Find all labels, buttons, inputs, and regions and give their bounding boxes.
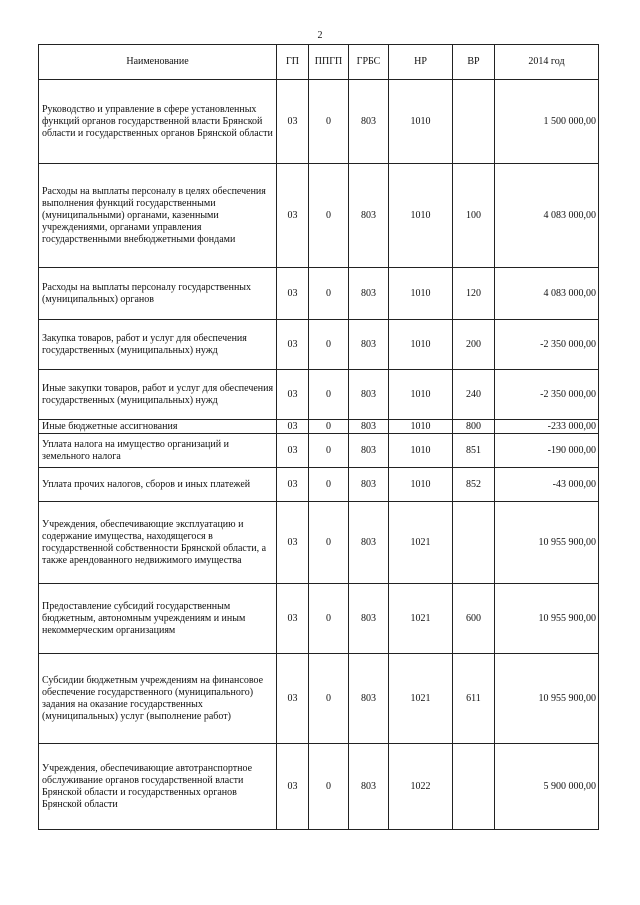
row-ppgp: 0: [309, 468, 349, 502]
row-vr: 851: [453, 434, 495, 468]
header-grbs: ГРБС: [349, 45, 389, 80]
row-amount: 10 955 900,00: [495, 584, 599, 654]
row-name: Субсидии бюджетным учреждениям на финансовое обеспечение государственного (муниципального) задания на оказание государственных (муниципальных) услуг (выполнение работ): [39, 654, 277, 744]
row-vr: [453, 80, 495, 164]
row-ppgp: 0: [309, 370, 349, 420]
row-nr: 1010: [389, 370, 453, 420]
row-nr: 1010: [389, 164, 453, 268]
row-gp: 03: [277, 80, 309, 164]
page-number: 2: [317, 30, 323, 41]
row-name: Уплата прочих налогов, сборов и иных платежей: [39, 468, 277, 502]
row-amount: -190 000,00: [495, 434, 599, 468]
row-ppgp: 0: [309, 268, 349, 320]
header-nr: НР: [389, 45, 453, 80]
row-gp: 03: [277, 744, 309, 830]
row-vr: 852: [453, 468, 495, 502]
row-grbs: 803: [349, 654, 389, 744]
row-amount: -2 350 000,00: [495, 370, 599, 420]
row-grbs: 803: [349, 744, 389, 830]
table-row: [39, 268, 599, 320]
header-name: Наименование: [39, 45, 277, 80]
row-name: Расходы на выплаты персоналу в целях обеспечения выполнения функций государственными (муниципальными) органами, казенными учреждениями, органами управления государственными внебюджетными фондами: [39, 164, 277, 268]
row-amount: 1 500 000,00: [495, 80, 599, 164]
row-amount: 4 083 000,00: [495, 268, 599, 320]
row-vr: 100: [453, 164, 495, 268]
row-nr: 1022: [389, 744, 453, 830]
row-nr: 1021: [389, 502, 453, 584]
row-gp: 03: [277, 370, 309, 420]
row-name: Закупка товаров, работ и услуг для обеспечения государственных (муниципальных) нужд: [39, 320, 277, 370]
table-row: [39, 468, 599, 502]
row-ppgp: 0: [309, 420, 349, 434]
row-name: Учреждения, обеспечивающие автотранспортное обслуживание органов государственной власти Брянской области и государственных органов Брянской области: [39, 744, 277, 830]
row-ppgp: 0: [309, 744, 349, 830]
table-row: [39, 502, 599, 584]
row-gp: 03: [277, 434, 309, 468]
row-amount: 5 900 000,00: [495, 744, 599, 830]
row-vr: 200: [453, 320, 495, 370]
row-grbs: 803: [349, 584, 389, 654]
row-name: Руководство и управление в сфере установленных функций органов государственной власти Брянской области и государственных органов Брянской области: [39, 80, 277, 164]
row-nr: 1010: [389, 268, 453, 320]
row-nr: 1021: [389, 654, 453, 744]
row-nr: 1010: [389, 468, 453, 502]
table-row: [39, 370, 599, 420]
table-row: [39, 80, 599, 164]
table-row: [39, 420, 599, 434]
row-name: Уплата налога на имущество организаций и земельного налога: [39, 434, 277, 468]
row-ppgp: 0: [309, 502, 349, 584]
row-grbs: 803: [349, 420, 389, 434]
table-row: [39, 654, 599, 744]
row-name: Иные бюджетные ассигнования: [39, 420, 277, 434]
row-gp: 03: [277, 654, 309, 744]
row-grbs: 803: [349, 320, 389, 370]
table-row: [39, 744, 599, 830]
row-gp: 03: [277, 502, 309, 584]
row-ppgp: 0: [309, 320, 349, 370]
row-nr: 1010: [389, 320, 453, 370]
table-row: [39, 434, 599, 468]
row-name: Иные закупки товаров, работ и услуг для обеспечения государственных (муниципальных) нужд: [39, 370, 277, 420]
row-grbs: 803: [349, 468, 389, 502]
row-amount: -2 350 000,00: [495, 320, 599, 370]
row-gp: 03: [277, 584, 309, 654]
row-gp: 03: [277, 268, 309, 320]
row-grbs: 803: [349, 370, 389, 420]
row-amount: 10 955 900,00: [495, 654, 599, 744]
row-vr: 800: [453, 420, 495, 434]
row-vr: 120: [453, 268, 495, 320]
row-ppgp: 0: [309, 434, 349, 468]
table-row: [39, 320, 599, 370]
table-header-row: [39, 45, 599, 80]
row-vr: 611: [453, 654, 495, 744]
row-amount: -43 000,00: [495, 468, 599, 502]
row-grbs: 803: [349, 268, 389, 320]
row-amount: 10 955 900,00: [495, 502, 599, 584]
table-body: [39, 80, 599, 830]
row-nr: 1010: [389, 434, 453, 468]
row-vr: 240: [453, 370, 495, 420]
header-vr: ВР: [453, 45, 495, 80]
row-ppgp: 0: [309, 164, 349, 268]
header-gp: ГП: [277, 45, 309, 80]
table-row: [39, 584, 599, 654]
header-amount: 2014 год: [495, 45, 599, 80]
row-ppgp: 0: [309, 654, 349, 744]
row-gp: 03: [277, 468, 309, 502]
row-name: Предоставление субсидий государственным бюджетным, автономным учреждениям и иным некоммерческим организациям: [39, 584, 277, 654]
row-name: Расходы на выплаты персоналу государственных (муниципальных) органов: [39, 268, 277, 320]
row-nr: 1010: [389, 420, 453, 434]
row-gp: 03: [277, 420, 309, 434]
row-ppgp: 0: [309, 80, 349, 164]
row-gp: 03: [277, 320, 309, 370]
header-ppgp: ППГП: [309, 45, 349, 80]
row-grbs: 803: [349, 164, 389, 268]
row-amount: 4 083 000,00: [495, 164, 599, 268]
row-grbs: 803: [349, 502, 389, 584]
row-vr: 600: [453, 584, 495, 654]
row-nr: 1021: [389, 584, 453, 654]
row-ppgp: 0: [309, 584, 349, 654]
row-vr: [453, 744, 495, 830]
table-row: [39, 164, 599, 268]
row-grbs: 803: [349, 80, 389, 164]
row-amount: -233 000,00: [495, 420, 599, 434]
budget-table: [38, 44, 599, 830]
row-grbs: 803: [349, 434, 389, 468]
row-vr: [453, 502, 495, 584]
row-name: Учреждения, обеспечивающие эксплуатацию и содержание имущества, находящегося в государственной собственности Брянской области, а также арендованного недвижимого имущества: [39, 502, 277, 584]
row-nr: 1010: [389, 80, 453, 164]
row-gp: 03: [277, 164, 309, 268]
